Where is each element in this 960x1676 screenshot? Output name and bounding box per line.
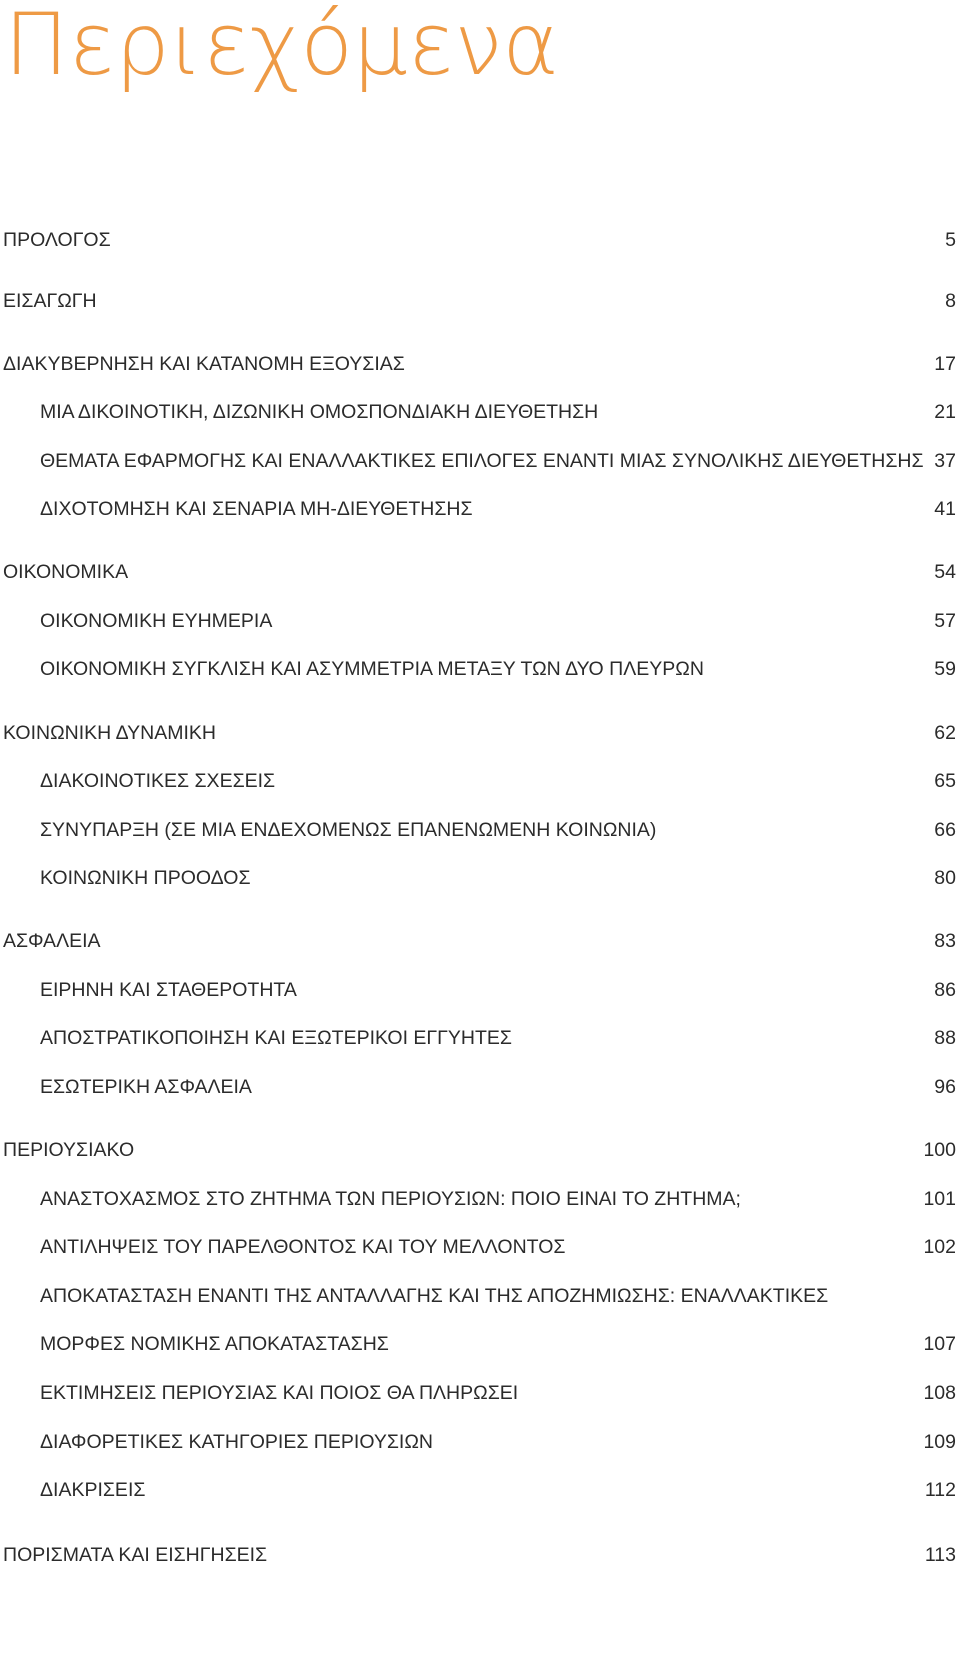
toc-subentry[interactable]: [0, 1427, 960, 1457]
toc-entry[interactable]: [0, 225, 960, 255]
toc-entry-page: 5: [945, 229, 956, 251]
toc-entry-page: 80: [934, 867, 956, 889]
toc-subentry[interactable]: [0, 1072, 960, 1102]
toc-entry[interactable]: [0, 286, 960, 316]
toc-subentry[interactable]: [0, 863, 960, 893]
toc-entry-page: 41: [934, 498, 956, 520]
toc-subentry[interactable]: [0, 654, 960, 684]
toc-subentry[interactable]: [0, 1378, 960, 1408]
toc-entry-page: 113: [924, 1544, 956, 1566]
toc-entry-label: ΔΙΑΚΡΙΣΕΙΣ: [40, 1479, 146, 1501]
toc-entry-page: 108: [923, 1382, 956, 1404]
toc-entry-label: ΜΟΡΦΕΣ ΝΟΜΙΚΗΣ ΑΠΟΚΑΤΑΣΤΑΣΗΣ: [40, 1333, 389, 1355]
toc-entry-label: ΟΙΚΟΝΟΜΙΚΑ: [3, 561, 129, 583]
toc-entry-page: 54: [934, 561, 956, 583]
toc-entry-page: 102: [923, 1236, 956, 1258]
toc-entry-label: ΑΣΦΑΛΕΙΑ: [3, 930, 101, 952]
toc-entry-page: 112: [924, 1479, 956, 1501]
toc-subentry[interactable]: [0, 606, 960, 636]
toc-subentry[interactable]: [0, 975, 960, 1005]
toc-entry-label: ΔΙΧΟΤΟΜΗΣΗ ΚΑΙ ΣΕΝΑΡΙΑ ΜΗ-ΔΙΕΥΘΕΤΗΣΗΣ: [40, 498, 473, 520]
toc-entry[interactable]: [0, 557, 960, 587]
toc-entry-label: ΠΕΡΙΟΥΣΙΑΚΟ: [3, 1139, 135, 1161]
toc-entry-label: ΔΙΑΚΥΒΕΡΝΗΣΗ ΚΑΙ ΚΑΤΑΝΟΜΗ ΕΞΟΥΣΙΑΣ: [3, 353, 405, 375]
toc-entry-page: 96: [934, 1076, 956, 1098]
toc-subentry[interactable]: [0, 1329, 960, 1359]
toc-subentry[interactable]: [0, 446, 960, 476]
toc-entry-label: ΔΙΑΦΟΡΕΤΙΚΕΣ ΚΑΤΗΓΟΡΙΕΣ ΠΕΡΙΟΥΣΙΩΝ: [40, 1431, 433, 1453]
toc-entry[interactable]: [0, 349, 960, 379]
toc-entry[interactable]: [0, 1540, 960, 1570]
toc-subentry[interactable]: [0, 766, 960, 796]
toc-entry-page: 101: [923, 1188, 956, 1210]
toc-subentry[interactable]: [0, 494, 960, 524]
toc-entry-page: 17: [934, 353, 956, 375]
toc-entry-label: ΠΡΟΛΟΓΟΣ: [3, 229, 111, 251]
toc-subentry[interactable]: [0, 1281, 960, 1311]
toc-subentry[interactable]: [0, 1184, 960, 1214]
toc-entry-page: 109: [923, 1431, 956, 1453]
toc-entry-page: 62: [934, 722, 956, 744]
toc-entry-label: ΚΟΙΝΩΝΙΚΗ ΠΡΟΟΔΟΣ: [40, 867, 251, 889]
toc-subentry[interactable]: [0, 1232, 960, 1262]
toc-entry-page: 86: [934, 979, 956, 1001]
toc-entry-label: ΑΠΟΚΑΤΑΣΤΑΣΗ ΕΝΑΝΤΙ ΤΗΣ ΑΝΤΑΛΛΑΓΗΣ ΚΑΙ ΤΗΣ ΑΠΟΖΗΜΙΩΣΗΣ: ΕΝΑΛΛΑΚΤΙΚΕΣ: [40, 1285, 829, 1307]
toc-entry-label: ΕΚΤΙΜΗΣΕΙΣ ΠΕΡΙΟΥΣΙΑΣ ΚΑΙ ΠΟΙΟΣ ΘΑ ΠΛΗΡΩΣΕΙ: [40, 1382, 519, 1404]
toc-entry-page: 57: [934, 610, 956, 632]
toc-entry-page: 107: [923, 1333, 956, 1355]
toc-entry-page: 65: [934, 770, 956, 792]
toc-entry-label: ΑΠΟΣΤΡΑΤΙΚΟΠΟΙΗΣΗ ΚΑΙ ΕΞΩΤΕΡΙΚΟΙ ΕΓΓΥΗΤΕΣ: [40, 1027, 512, 1049]
toc-entry-label: ΕΙΡΗΝΗ ΚΑΙ ΣΤΑΘΕΡΟΤΗΤΑ: [40, 979, 297, 1001]
toc-entry-page: 59: [934, 658, 956, 680]
toc-entry-label: ΚΟΙΝΩΝΙΚΗ ΔΥΝΑΜΙΚΗ: [3, 722, 217, 744]
toc-subentry[interactable]: [0, 397, 960, 427]
toc-entry-label: ΜΙΑ ΔΙΚΟΙΝΟΤΙΚΗ, ΔΙΖΩΝΙΚΗ ΟΜΟΣΠΟΝΔΙΑΚΗ ΔΙΕΥΘΕΤΗΣΗ: [40, 401, 599, 423]
toc-entry-label: ΕΣΩΤΕΡΙΚΗ ΑΣΦΑΛΕΙΑ: [40, 1076, 252, 1098]
toc-entry-label: ΘΕΜΑΤΑ ΕΦΑΡΜΟΓΗΣ ΚΑΙ ΕΝΑΛΛΑΚΤΙΚΕΣ ΕΠΙΛΟΓΕΣ ΕΝΑΝΤΙ ΜΙΑΣ ΣΥΝΟΛΙΚΗΣ ΔΙΕΥΘΕΤΗΣΗΣ: [40, 450, 924, 472]
toc-entry[interactable]: [0, 1135, 960, 1165]
toc-entry-page: 37: [934, 450, 956, 472]
toc-entry-label: ΟΙΚΟΝΟΜΙΚΗ ΕΥΗΜΕΡΙΑ: [40, 610, 273, 632]
toc-entry-page: 8: [945, 290, 956, 312]
toc-entry-page: 88: [934, 1027, 956, 1049]
toc-subentry[interactable]: [0, 1475, 960, 1505]
toc-entry-page: 100: [923, 1139, 956, 1161]
toc-subentry[interactable]: [0, 1023, 960, 1053]
toc-entry-label: ΑΝΤΙΛΗΨΕΙΣ ΤΟΥ ΠΑΡΕΛΘΟΝΤΟΣ ΚΑΙ ΤΟΥ ΜΕΛΛΟΝΤΟΣ: [40, 1236, 566, 1258]
toc-entry-label: ΟΙΚΟΝΟΜΙΚΗ ΣΥΓΚΛΙΣΗ ΚΑΙ ΑΣΥΜΜΕΤΡΙΑ ΜΕΤΑΞΥ ΤΩΝ ΔΥΟ ΠΛΕΥΡΩΝ: [40, 658, 704, 680]
page-title: Περιεχόμενα: [4, 0, 559, 95]
toc-entry-label: ΣΥΝΥΠΑΡΞΗ (ΣΕ ΜΙΑ ΕΝΔΕΧΟΜΕΝΩΣ ΕΠΑΝΕΝΩΜΕΝΗ ΚΟΙΝΩΝΙΑ): [40, 819, 657, 841]
toc-entry-label: ΕΙΣΑΓΩΓΗ: [3, 290, 97, 312]
toc-entry[interactable]: [0, 926, 960, 956]
toc-entry-page: 83: [934, 930, 956, 952]
toc-entry-label: ΠΟΡΙΣΜΑΤΑ ΚΑΙ ΕΙΣΗΓΗΣΕΙΣ: [3, 1544, 268, 1566]
toc-entry[interactable]: [0, 718, 960, 748]
toc-entry-page: 21: [934, 401, 956, 423]
toc-entry-label: ΔΙΑΚΟΙΝΟΤΙΚΕΣ ΣΧΕΣΕΙΣ: [40, 770, 276, 792]
toc-entry-page: 66: [934, 819, 956, 841]
toc-entry-label: ΑΝΑΣΤΟΧΑΣΜΟΣ ΣΤΟ ΖΗΤΗΜΑ ΤΩΝ ΠΕΡΙΟΥΣΙΩΝ: ΠΟΙΟ ΕΙΝΑΙ ΤΟ ΖΗΤΗΜΑ;: [40, 1188, 741, 1210]
toc-subentry[interactable]: [0, 815, 960, 845]
